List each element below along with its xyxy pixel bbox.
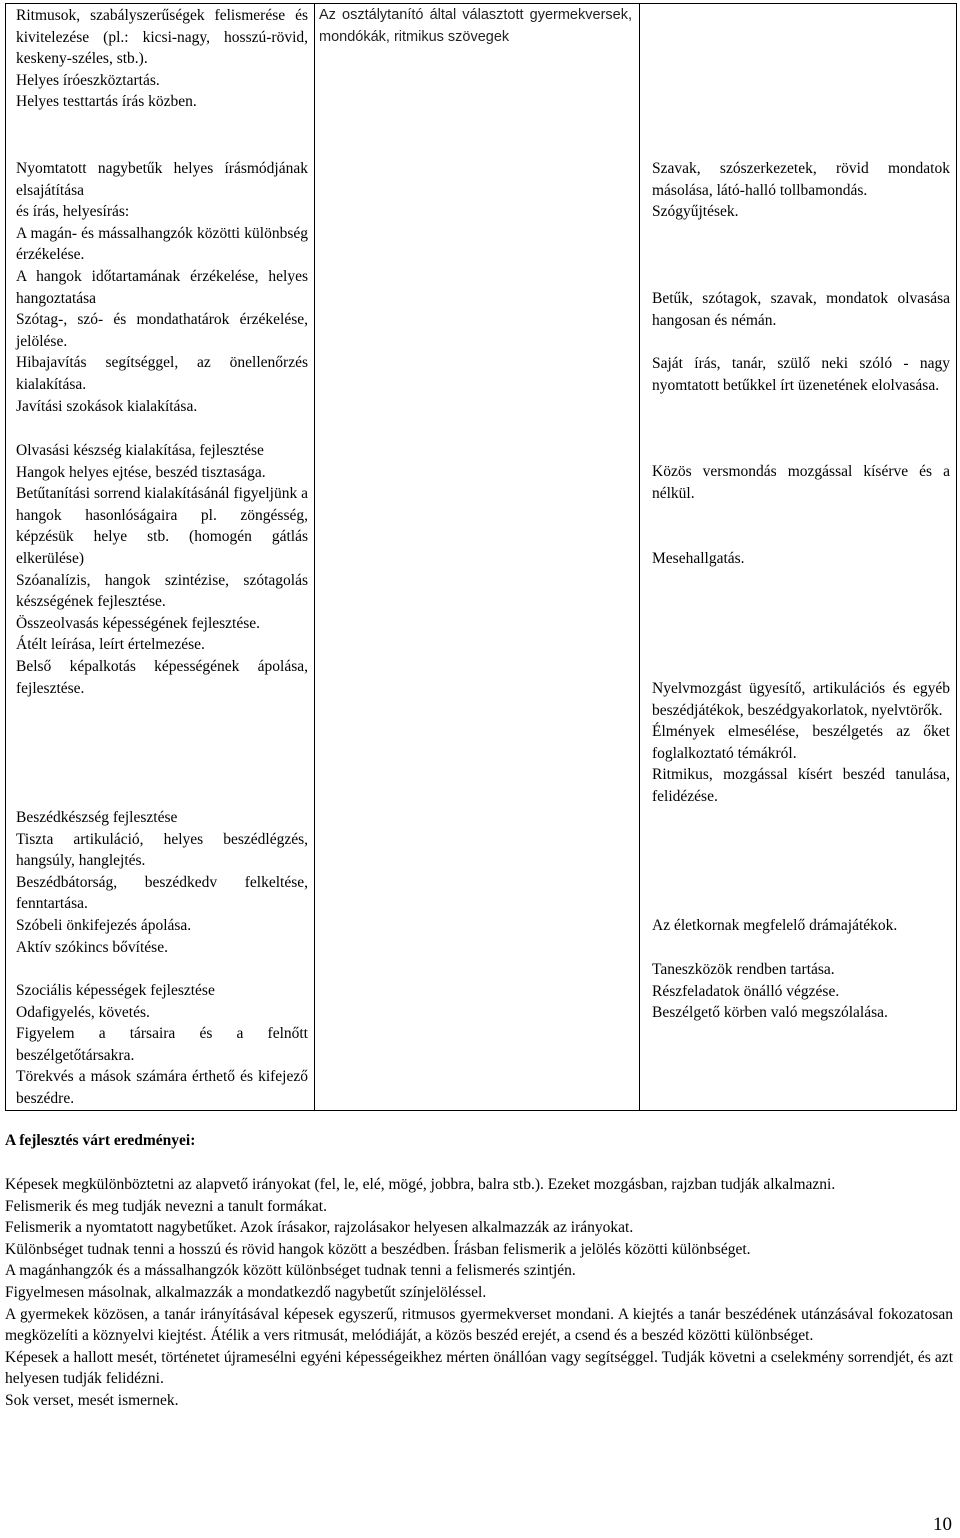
text-line: Aktív szókincs bővítése. xyxy=(16,938,168,956)
text-line: Tiszta artikuláció, helyes beszédlégzés, hangsúly, hanglejtés. xyxy=(16,830,308,870)
text-line: Beszédbátorság, beszédkedv felkeltése, fenntartása. xyxy=(16,873,308,913)
text-line: Élmények elmesélése, beszélgetés az őket foglalkoztató témákról. xyxy=(652,723,950,762)
text-line: Nyomtatott nagybetűk helyes írásmódjának elsajátítása xyxy=(16,160,308,199)
col3-block-message xyxy=(652,353,950,396)
text-line: Beszédkészség fejlesztése xyxy=(16,809,178,826)
results-item: Különbséget tudnak tenni a hosszú és rövid hangok között a beszédben. Írásban felismerik a jelölés közötti különbséget. xyxy=(5,1240,751,1258)
text-line: Odafigyelés, követés. xyxy=(16,1003,150,1021)
results-list xyxy=(5,1174,953,1412)
text-line: Szóanalízis, hangok szintézise, szótagolás készségének fejlesztése. xyxy=(16,571,308,611)
results-item: A gyermekek közösen, a tanár irányításával képesek egyszerű, ritmusos gyermekverset mondani. A kiejtés a tanár beszédének utánzásával fokozatosan megközelíti a köznyelvi kiejtést. Átélik a vers ritmusát, melódiáját, a közös beszéd erejét, a csend és a beszéd közötti különbséget. xyxy=(5,1305,953,1345)
text-line: Helyes testtartás írás közben. xyxy=(16,93,197,111)
text-line: Szógyűjtések. xyxy=(652,203,739,221)
text-line: Belső képalkotás képességének ápolása, fejlesztése. xyxy=(16,657,308,697)
col3-block-reading-aloud xyxy=(652,288,950,331)
text-line: Helyes íróeszköztartás. xyxy=(16,71,160,89)
col1-block-writing xyxy=(16,158,308,417)
col3-block-drama xyxy=(652,915,950,937)
column-divider xyxy=(639,4,640,1110)
text-line: Olvasási készség kialakítása, fejlesztése xyxy=(16,442,264,459)
results-item: Sok verset, mesét ismernek. xyxy=(5,1391,179,1409)
results-item: Felismerik a nyomtatott nagybetűket. Azok írásakor, rajzolásakor helyesen alkalmazzák az irányokat. xyxy=(5,1219,634,1237)
col3-block-tools xyxy=(652,959,950,1024)
text-line: Szavak, szószerkezetek, rövid mondatok másolása, látó-halló tollbamondás. xyxy=(652,160,950,199)
col3-block-speech-games xyxy=(652,678,950,808)
text-line: Saját írás, tanár, szülő neki szóló - nagy nyomtatott betűkkel írt üzenetének elolvasása. xyxy=(652,355,950,394)
text-line: Törekvés a mások számára érthető és kifejező beszédre. xyxy=(16,1068,308,1107)
text-line: Az osztálytanító által választott gyermekversek, mondókák, ritmikus szövegek xyxy=(319,7,632,45)
text-line: Beszélgető körben való megszólalása. xyxy=(652,1004,888,1022)
col1-block-reading xyxy=(16,440,308,699)
text-line: Átélt leírása, leírt értelmezése. xyxy=(16,636,205,654)
col3-block-recitation xyxy=(652,461,950,504)
text-line: Szociális képességek fejlesztése xyxy=(16,982,215,999)
col1-block-social xyxy=(16,980,308,1110)
curriculum-table xyxy=(5,3,957,1111)
results-item: Képesek megkülönböztetni az alapvető irányokat (fel, le, elé, mögé, jobbra, balra stb.). Ezeket mozgásban, rajzban tudják alkalmazni. xyxy=(5,1176,836,1193)
text-line: Betűk, szótagok, szavak, mondatok olvasása hangosan és némán. xyxy=(652,290,950,329)
text-line: A hangok időtartamának érzékelése, helyes hangoztatása xyxy=(16,267,308,307)
text-line: Részfeladatok önálló végzése. xyxy=(652,982,840,1000)
text-line: Javítási szokások kialakítása. xyxy=(16,397,198,415)
text-line: Szóbeli önkifejezés ápolása. xyxy=(16,916,192,934)
col2-block-texts xyxy=(319,5,632,48)
results-heading: A fejlesztés várt eredményei: xyxy=(5,1132,196,1149)
results-item: Felismerik és meg tudják nevezni a tanult formákat. xyxy=(5,1197,327,1215)
text-line: Nyelvmozgást ügyesítő, artikulációs és egyéb beszédjátékok, beszédgyakorlatok, nyelvtörők. xyxy=(652,680,950,719)
text-line: Az életkornak megfelelő drámajátékok. xyxy=(652,917,898,934)
text-line: Közös versmondás mozgással kísérve és a nélkül. xyxy=(652,463,950,502)
text-line: A magán- és mássalhangzók közötti különbség érzékelése. xyxy=(16,224,308,264)
text-line: Taneszközök rendben tartása. xyxy=(652,961,835,978)
col1-block-rhythm xyxy=(16,5,308,113)
results-item: A magánhangzók és a mássalhangzók között különbséget tudnak tenni a felismerés szintjén. xyxy=(5,1262,576,1280)
results-item: Figyelmesen másolnak, alkalmazzák a mondatkezdő nagybetűt színjelöléssel. xyxy=(5,1283,487,1301)
text-line: Ritmusok, szabályszerűségek felismerése és kivitelezése (pl.: kicsi-nagy, hosszú-rövid, keskeny-széles, stb.). xyxy=(16,7,308,68)
text-line: Hibajavítás segítséggel, az önellenőrzés kialakítása. xyxy=(16,354,308,393)
text-line: Betűtanítási sorrend kialakításánál figyeljünk a hangok hasonlóságaira pl. zöngésség, képzésük helye stb. (homogén gátlás elkerülése) xyxy=(16,485,308,567)
text-line: Ritmikus, mozgással kísért beszéd tanulása, felidézése. xyxy=(652,766,950,805)
column-divider xyxy=(314,4,315,1110)
col3-block-tales xyxy=(652,548,950,570)
col1-block-speech xyxy=(16,807,308,958)
text-line: Hangok helyes ejtése, beszéd tisztasága. xyxy=(16,463,266,481)
text-line: Szótag-, szó- és mondathatárok érzékelése, jelölése. xyxy=(16,311,308,350)
text-line: Összeolvasás képességének fejlesztése. xyxy=(16,614,261,632)
col3-block-copying xyxy=(652,158,950,223)
results-item: Képesek a hallott mesét, történetet újramesélni egyéni képességeikhez mérten önállóan vagy segítséggel. Tudják követni a cselekmény sorrendjét, és azt helyesen tudják felidézni. xyxy=(5,1348,953,1388)
text-line: Mesehallgatás. xyxy=(652,550,745,567)
text-line: és írás, helyesírás: xyxy=(16,203,130,221)
text-line: Figyelem a társaira és a felnőtt beszélgetőtársakra. xyxy=(16,1025,308,1064)
page-number: 10 xyxy=(933,1514,952,1535)
